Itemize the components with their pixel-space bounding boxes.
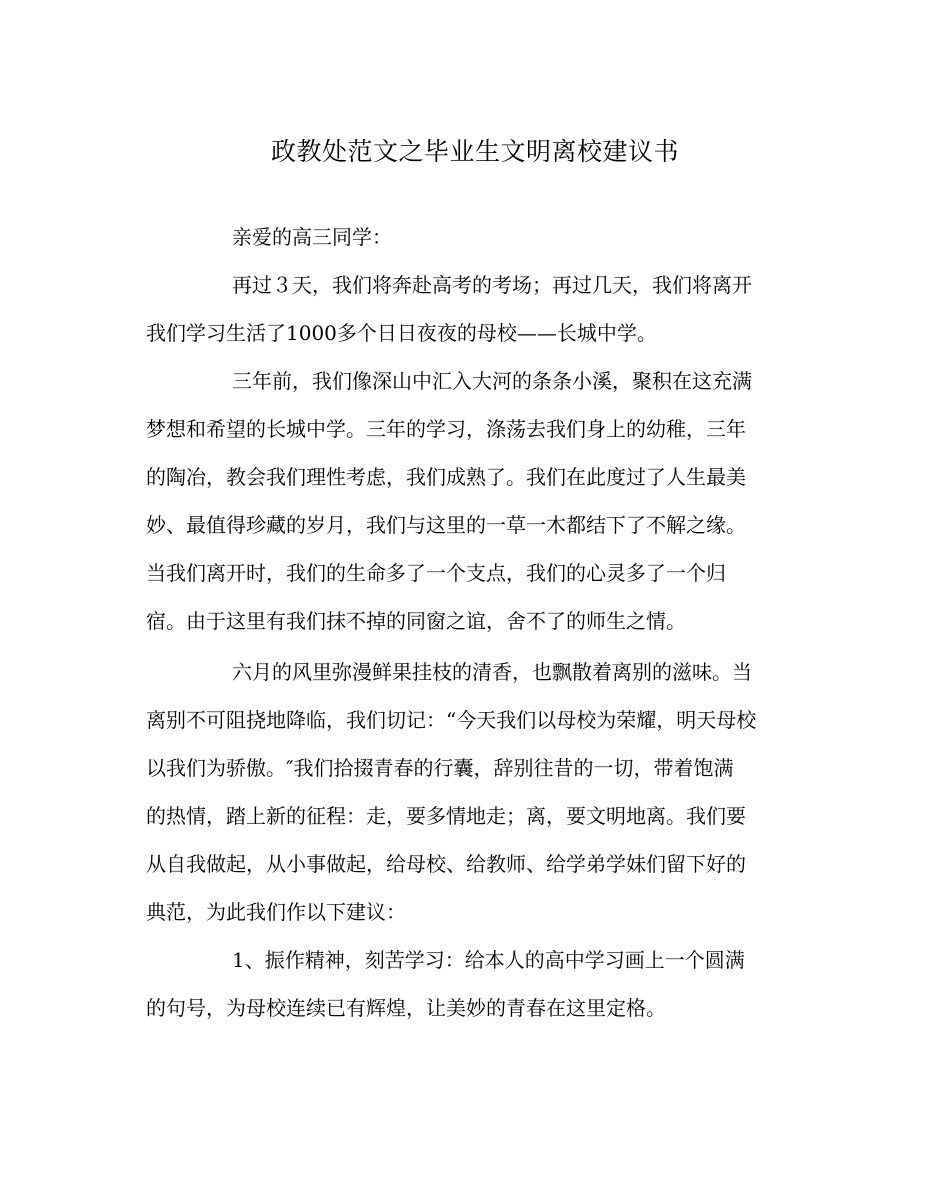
paragraph-line: 离别不可阻挠地降临，我们切记：“今天我们以母校为荣耀，明天母校 (146, 708, 757, 732)
paragraph-line: 宿。由于这里有我们抹不掉的同窗之谊，舍不了的师生之情。 (146, 609, 686, 633)
paragraph-line: 当我们离开时，我们的生命多了一个支点，我们的心灵多了一个归 (146, 561, 726, 585)
paragraph-line: 典范，为此我们作以下建议： (146, 900, 406, 924)
paragraph-line: 六月的风里弥漫鲜果挂枝的清香，也飘散着离别的滋味。当 (232, 660, 752, 684)
paragraph-line: 1、振作精神，刻苦学习：给本人的高中学习画上一个圆满 (232, 948, 745, 972)
paragraph-line: 梦想和希望的长城中学。三年的学习，涤荡去我们身上的幼稚，三年 (146, 417, 746, 441)
paragraph-line: 以我们为骄傲。″我们拾掇青春的行囊，辞别往昔的一切，带着饱满 (146, 756, 734, 780)
paragraph-line: 再过３天，我们将奔赴高考的考场；再过几天，我们将离开 (232, 273, 752, 297)
document-title: 政教处范文之毕业生文明离校建议书 (270, 137, 679, 166)
paragraph-line: 的陶冶，教会我们理性考虑，我们成熟了。我们在此度过了人生最美 (146, 465, 746, 489)
paragraph-line: 的句号，为母校连续已有辉煌，让美妙的青春在这里定格。 (146, 996, 666, 1020)
paragraph-line: 从自我做起，从小事做起，给母校、给教师、给学弟学妹们留下好的 (146, 852, 746, 876)
paragraph-line: 的热情，踏上新的征程：走，要多情地走；离，要文明地离。我们要 (146, 804, 746, 828)
paragraph-line: 妙、最值得珍藏的岁月，我们与这里的一草一木都结下了不解之缘。 (146, 513, 746, 537)
paragraph-line: 三年前，我们像深山中汇入大河的条条小溪，聚积在这充满 (232, 369, 752, 393)
salutation: 亲爱的高三同学： (232, 225, 392, 249)
paragraph-line: 我们学习生活了1000多个日日夜夜的母校——长城中学。 (146, 321, 657, 345)
